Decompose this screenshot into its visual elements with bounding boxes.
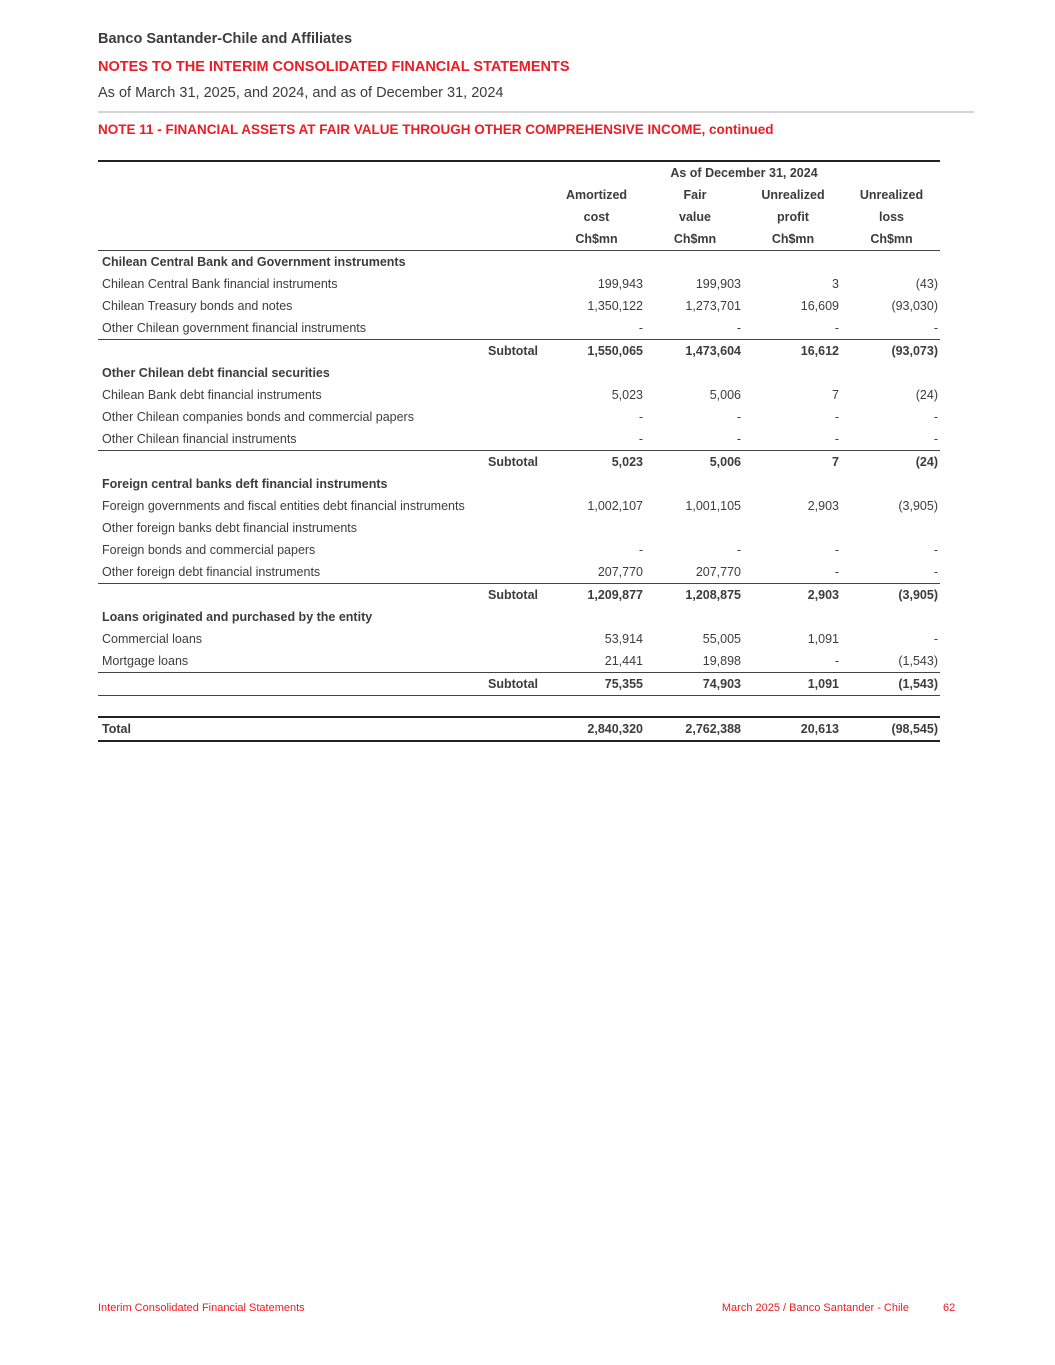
cell-value: - xyxy=(638,410,643,424)
cell-value: (93,030) xyxy=(891,299,938,313)
cell-value: - xyxy=(933,410,938,424)
cell-value: - xyxy=(736,410,741,424)
col-unit: Ch$mn xyxy=(546,228,645,251)
total-row xyxy=(98,717,940,741)
subtotal-value: 16,612 xyxy=(743,340,841,363)
table-row xyxy=(98,295,940,317)
cell-value: - xyxy=(933,632,938,646)
section-header-row xyxy=(98,251,940,274)
section-header-row xyxy=(98,473,940,495)
section-header-row xyxy=(98,362,940,384)
cell-value: - xyxy=(638,432,643,446)
subtotal-value: 1,091 xyxy=(743,673,841,696)
col-header-line2: profit xyxy=(777,210,809,224)
row-label: Chilean Bank debt financial instruments xyxy=(102,388,322,402)
cell-value xyxy=(841,517,940,539)
row-label: Other Chilean financial instruments xyxy=(102,432,297,446)
table-row xyxy=(98,650,940,673)
cell-value: - xyxy=(834,410,839,424)
row-label: Foreign bonds and commercial papers xyxy=(102,543,316,557)
section-title: Loans originated and purchased by the entity xyxy=(102,610,373,624)
period-header: As of December 31, 2024 xyxy=(546,161,940,184)
cell-value: - xyxy=(736,543,741,557)
subtotal-value: (24) xyxy=(841,451,940,474)
period-header-row xyxy=(98,161,940,184)
row-label: Other Chilean government financial instruments xyxy=(102,321,367,335)
cell-value: (1,543) xyxy=(898,654,938,668)
subtotal-row xyxy=(98,451,940,474)
header-divider xyxy=(98,111,974,113)
subtotal-label: Subtotal xyxy=(98,451,546,474)
cell-value: - xyxy=(834,654,839,668)
cell-value xyxy=(546,517,645,539)
cell-value: - xyxy=(933,543,938,557)
company-name: Banco Santander-Chile and Affiliates xyxy=(98,31,353,47)
cell-value xyxy=(743,517,841,539)
row-label: Foreign governments and fiscal entities debt financial instruments xyxy=(102,499,465,513)
col-header-line2: cost xyxy=(583,210,610,224)
cell-value: (43) xyxy=(915,277,938,291)
table-row xyxy=(98,539,940,561)
cell-value: (3,905) xyxy=(898,499,938,513)
notes-title: NOTES TO THE INTERIM CONSOLIDATED FINANCIAL STATEMENTS xyxy=(98,59,570,75)
table-row xyxy=(98,428,940,451)
subtotal-label: Subtotal xyxy=(98,584,546,607)
total-value: 20,613 xyxy=(743,717,841,741)
subtotal-value: 74,903 xyxy=(645,673,743,696)
subtotal-value: 2,903 xyxy=(743,584,841,607)
row-label: Other Chilean companies bonds and commercial papers xyxy=(102,410,414,424)
date-line: As of March 31, 2025, and 2024, and as of December 31, 2024 xyxy=(98,85,504,101)
row-label: Commercial loans xyxy=(102,632,203,646)
subtotal-row xyxy=(98,340,940,363)
section-title: Foreign central banks deft financial instruments xyxy=(102,477,388,491)
cell-value: 199,943 xyxy=(597,277,643,291)
footer-left: Interim Consolidated Financial Statements xyxy=(98,1302,305,1314)
subtotal-value: 1,208,875 xyxy=(645,584,743,607)
table-row xyxy=(98,517,940,539)
subtotal-row xyxy=(98,584,940,607)
subtotal-value: 1,473,604 xyxy=(645,340,743,363)
cell-value: - xyxy=(638,543,643,557)
col-header-line1: Fair xyxy=(683,188,707,202)
subtotal-value: 7 xyxy=(743,451,841,474)
cell-value: 21,441 xyxy=(604,654,643,668)
table-row xyxy=(98,384,940,406)
subtotal-label: Subtotal xyxy=(98,673,546,696)
cell-value: - xyxy=(834,543,839,557)
page-number: 62 xyxy=(943,1302,956,1314)
cell-value xyxy=(645,517,743,539)
cell-value: - xyxy=(834,432,839,446)
cell-value: 199,903 xyxy=(695,277,741,291)
cell-value: 1,350,122 xyxy=(587,299,643,313)
cell-value: 16,609 xyxy=(800,299,839,313)
cell-value: 5,006 xyxy=(709,388,741,402)
cell-value: 2,903 xyxy=(807,499,839,513)
total-value: 2,840,320 xyxy=(546,717,645,741)
cell-value: 1,001,105 xyxy=(685,499,741,513)
col-header-line2: value xyxy=(679,210,711,224)
table-row xyxy=(98,317,940,340)
row-label: Chilean Treasury bonds and notes xyxy=(102,299,293,313)
table-row xyxy=(98,273,940,295)
cell-value: 5,023 xyxy=(611,388,643,402)
cell-value: - xyxy=(933,565,938,579)
subtotal-value: (3,905) xyxy=(841,584,940,607)
subtotal-value: 5,006 xyxy=(645,451,743,474)
cell-value: 7 xyxy=(832,388,839,402)
cell-value: (24) xyxy=(915,388,938,402)
col-header-line1: Amortized xyxy=(565,188,628,202)
subtotal-value: 5,023 xyxy=(546,451,645,474)
col-header-line1: Unrealized xyxy=(761,188,825,202)
section-title: Other Chilean debt financial securities xyxy=(102,366,330,380)
col-unit: Ch$mn xyxy=(841,228,940,251)
footer-right: March 2025 / Banco Santander - Chile xyxy=(721,1302,909,1314)
subtotal-label: Subtotal xyxy=(98,340,546,363)
cell-value: - xyxy=(933,432,938,446)
col-unit: Ch$mn xyxy=(743,228,841,251)
cell-value: 55,005 xyxy=(702,632,741,646)
table-row xyxy=(98,495,940,517)
cell-value: - xyxy=(736,432,741,446)
financial-assets-table xyxy=(98,160,940,742)
cell-value: - xyxy=(638,321,643,335)
note-title: NOTE 11 - FINANCIAL ASSETS AT FAIR VALUE THROUGH OTHER COMPREHENSIVE INCOME, continued xyxy=(98,122,774,137)
subtotal-value: (93,073) xyxy=(841,340,940,363)
cell-value: 3 xyxy=(832,277,839,291)
table-row xyxy=(98,561,940,584)
col-header-line1: Unrealized xyxy=(859,188,924,202)
cell-value: - xyxy=(834,321,839,335)
cell-value: 1,002,107 xyxy=(587,499,643,513)
cell-value: 53,914 xyxy=(604,632,643,646)
subtotal-row xyxy=(98,673,940,696)
subtotal-value: 1,209,877 xyxy=(546,584,645,607)
row-label: Other foreign banks debt financial instruments xyxy=(102,521,357,535)
total-value: 2,762,388 xyxy=(645,717,743,741)
row-label: Chilean Central Bank financial instruments xyxy=(102,277,338,291)
subtotal-value: 1,550,065 xyxy=(546,340,645,363)
col-unit: Ch$mn xyxy=(645,228,743,251)
total-value: (98,545) xyxy=(841,717,940,741)
subtotal-value: (1,543) xyxy=(841,673,940,696)
cell-value: - xyxy=(933,321,938,335)
column-header-row-2 xyxy=(98,206,940,228)
table-row xyxy=(98,628,940,650)
table-row xyxy=(98,406,940,428)
cell-value: 1,091 xyxy=(807,632,839,646)
cell-value: - xyxy=(736,321,741,335)
row-label: Other foreign debt financial instruments xyxy=(102,565,321,579)
spacer-row xyxy=(98,696,940,718)
col-header-line2: loss xyxy=(878,210,904,224)
total-label: Total xyxy=(98,717,546,741)
row-label: Mortgage loans xyxy=(102,654,189,668)
section-header-row xyxy=(98,606,940,628)
cell-value: 207,770 xyxy=(695,565,741,579)
cell-value: 1,273,701 xyxy=(685,299,741,313)
section-title: Chilean Central Bank and Government instruments xyxy=(102,255,406,269)
subtotal-value: 75,355 xyxy=(546,673,645,696)
column-unit-row xyxy=(98,228,940,251)
cell-value: - xyxy=(834,565,839,579)
column-header-row-1 xyxy=(98,184,940,206)
cell-value: 19,898 xyxy=(702,654,741,668)
cell-value: 207,770 xyxy=(597,565,643,579)
